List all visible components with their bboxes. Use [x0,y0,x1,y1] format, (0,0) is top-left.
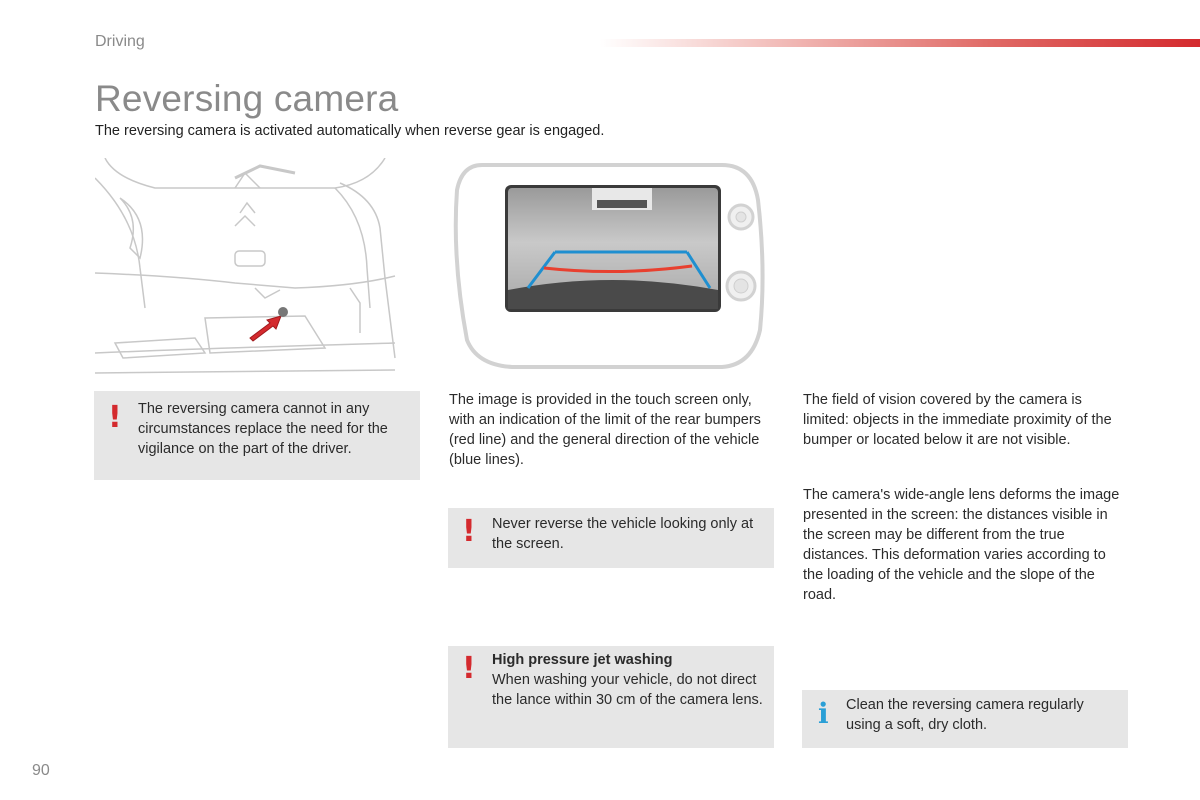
warning-note-washing-text [492,650,768,710]
touchscreen-illustration [452,160,766,372]
warning-icon: ! [462,651,476,686]
page-number: 90 [32,762,50,779]
washing-body: When washing your vehicle, do not direct the lance within 30 cm of the camera lens. [492,672,763,708]
info-note-cleaning [802,690,1128,748]
right-paragraph-wide-angle: The camera's wide-angle lens deforms the image presented in the screen: the distances visible in the screen may be different from the true distances. This deformation varies according to the loading of the vehicle and the slope of the road. [803,487,1120,603]
header-accent-bar [600,39,1200,47]
washing-title: High pressure jet washing [492,652,673,668]
right-paragraph-field-of-vision: The field of vision covered by the camera is limited: objects in the immediate proximity of the bumper or located below it are not visible. [803,392,1112,448]
warning-note-screen [448,508,774,568]
page-title: Reversing camera [95,78,399,119]
car-rear-illustration [95,158,400,380]
warning-icon: ! [462,514,476,549]
warning-note-washing [448,646,774,748]
warning-note-vigilance-text: The reversing camera cannot in any circumstances replace the need for the vigilance on the part of the driver. [138,401,388,457]
warning-note-vigilance [94,391,420,480]
section-label: Driving [95,33,145,50]
info-icon: i [818,697,829,730]
warning-icon: ! [108,400,122,435]
intro-text: The reversing camera is activated automatically when reverse gear is engaged. [95,123,605,139]
middle-paragraph: The image is provided in the touch screen only, with an indication of the limit of the rear bumpers (red line) and the general direction of the vehicle (blue lines). [449,392,761,468]
info-note-cleaning-text: Clean the reversing camera regularly using a soft, dry cloth. [846,697,1084,733]
warning-note-screen-text: Never reverse the vehicle looking only at the screen. [492,516,754,552]
